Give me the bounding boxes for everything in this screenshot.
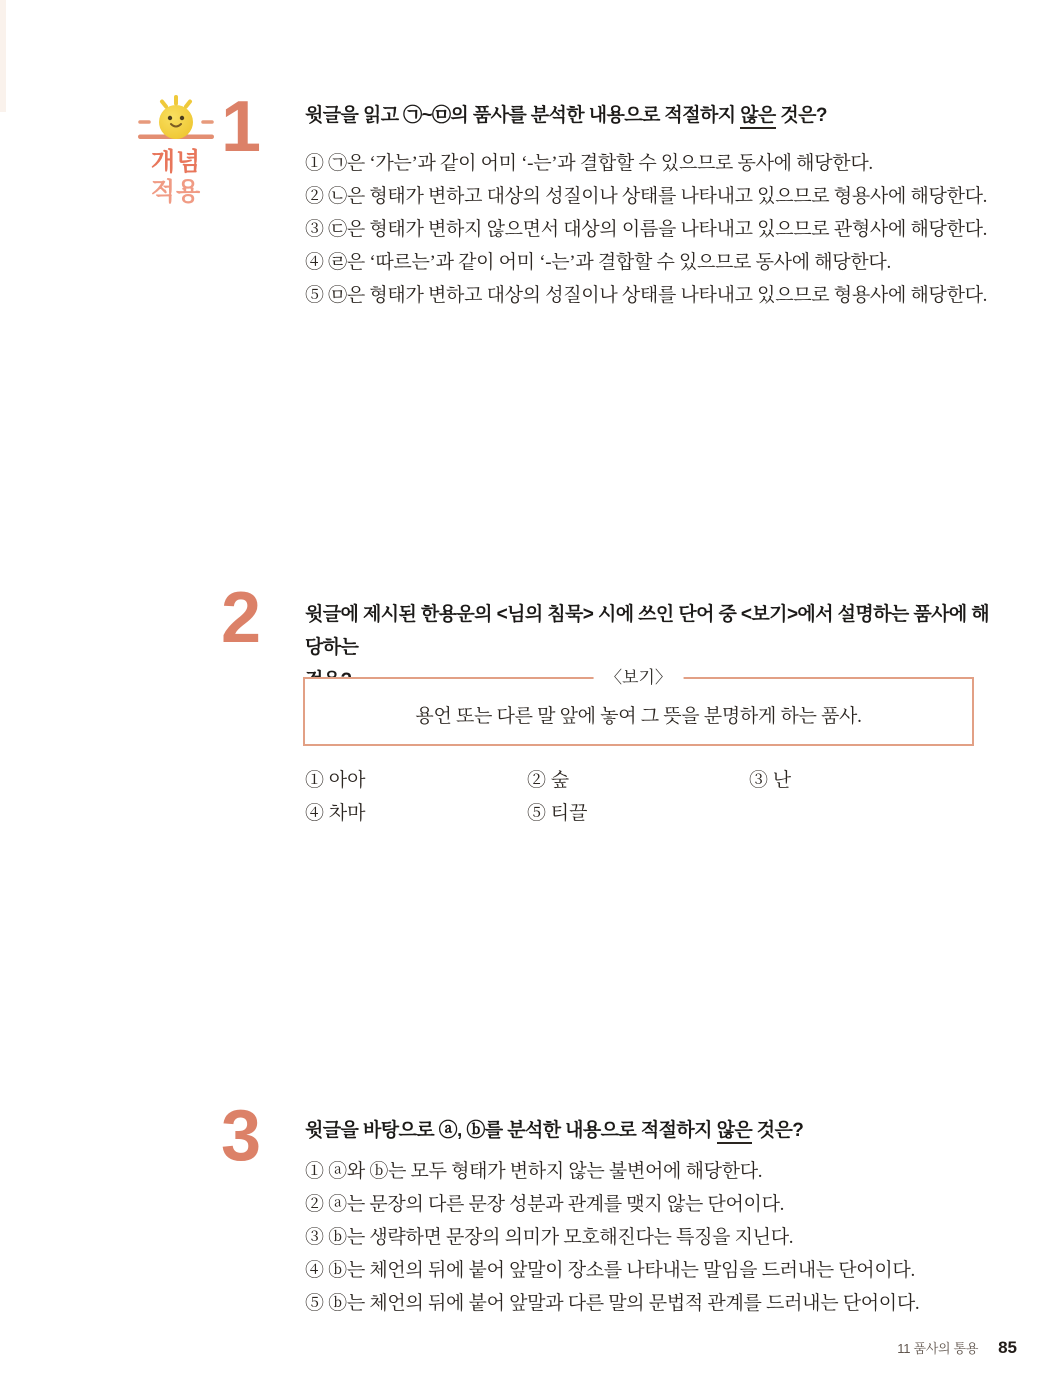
sun-icon <box>136 95 216 143</box>
question-2-options <box>305 764 971 830</box>
option-item: ③ 난 <box>749 770 792 791</box>
question-3-title-post: 것은? <box>752 1120 804 1141</box>
choice-item: ② ⓐ는 문장의 다른 문장 성분과 관계를 맺지 않는 단어이다. <box>305 1194 785 1215</box>
question-3-title-pre: 윗글을 바탕으로 ⓐ, ⓑ를 분석한 내용으로 적절하지 <box>305 1120 717 1141</box>
choice-item: ③ ㉢은 형태가 변하지 않으면서 대상의 이름을 나타내고 있으므로 관형사에 해당한다. <box>305 219 988 240</box>
question-2-title-line1: 윗글에 제시된 한용운의 <님의 침묵> 시에 쓰인 단어 중 <보기>에서 설명하는 품사에 해당하는 <box>305 604 990 658</box>
choice-item: ⑤ ㉤은 형태가 변하고 대상의 성질이나 상태를 나타내고 있으므로 형용사에 해당한다. <box>305 285 988 306</box>
question-1-number: 1 <box>220 87 262 167</box>
question-3-number: 3 <box>220 1096 262 1176</box>
question-3-title-underlined: 않은 <box>717 1120 753 1144</box>
example-box-text: 용언 또는 다른 말 앞에 놓여 그 뜻을 분명하게 하는 품사. <box>415 706 862 727</box>
choice-item: ① ㉠은 ‘가는’과 같이 어미 ‘-는’과 결합할 수 있으므로 동사에 해당한다. <box>305 153 873 174</box>
choice-item: ⑤ ⓑ는 체언의 뒤에 붙어 앞말과 다른 말의 문법적 관계를 드러내는 단어이다. <box>305 1293 920 1314</box>
choice-item: ② ㉡은 형태가 변하고 대상의 성질이나 상태를 나타내고 있으므로 형용사에 해당한다. <box>305 186 988 207</box>
choice-item: ④ ㉣은 ‘따르는’과 같이 어미 ‘-는’과 결합할 수 있으므로 동사에 해당한다. <box>305 252 891 273</box>
question-1-title <box>305 103 995 129</box>
example-box <box>303 668 974 746</box>
chapter-label: 11 품사의 통용 <box>897 1341 979 1356</box>
question-3-choices <box>305 1155 995 1320</box>
choice-item: ④ ⓑ는 체언의 뒤에 붙어 앞말이 장소를 나타내는 말임을 드러내는 단어이다. <box>305 1260 915 1281</box>
concept-badge <box>136 95 216 207</box>
badge-label-apply: 적용 <box>150 178 202 206</box>
question-1-choices <box>305 147 995 312</box>
question-1-title-post: 것은? <box>775 105 827 126</box>
question-2-number: 2 <box>220 578 262 658</box>
page-edge-strip <box>0 0 6 112</box>
badge-label-concept: 개념 <box>150 148 202 176</box>
choice-item: ③ ⓑ는 생략하면 문장의 의미가 모호해진다는 특징을 지닌다. <box>305 1227 794 1248</box>
question-1-title-pre: 윗글을 읽고 ㉠~㉤의 품사를 분석한 내용으로 적절하지 <box>305 105 741 126</box>
question-3-title <box>305 1118 995 1144</box>
option-item: ⑤ 티끌 <box>527 803 588 824</box>
example-box-label: 〈보기〉 <box>593 667 684 689</box>
choice-item: ① ⓐ와 ⓑ는 모두 형태가 변하지 않는 불변어에 해당한다. <box>305 1161 763 1182</box>
page-footer <box>897 1338 1017 1358</box>
question-1-title-underlined: 않은 <box>740 105 776 129</box>
option-item: ② 숲 <box>527 770 570 791</box>
page-number: 85 <box>998 1338 1017 1357</box>
option-item: ④ 차마 <box>305 803 366 824</box>
option-item: ① 아아 <box>305 770 366 791</box>
